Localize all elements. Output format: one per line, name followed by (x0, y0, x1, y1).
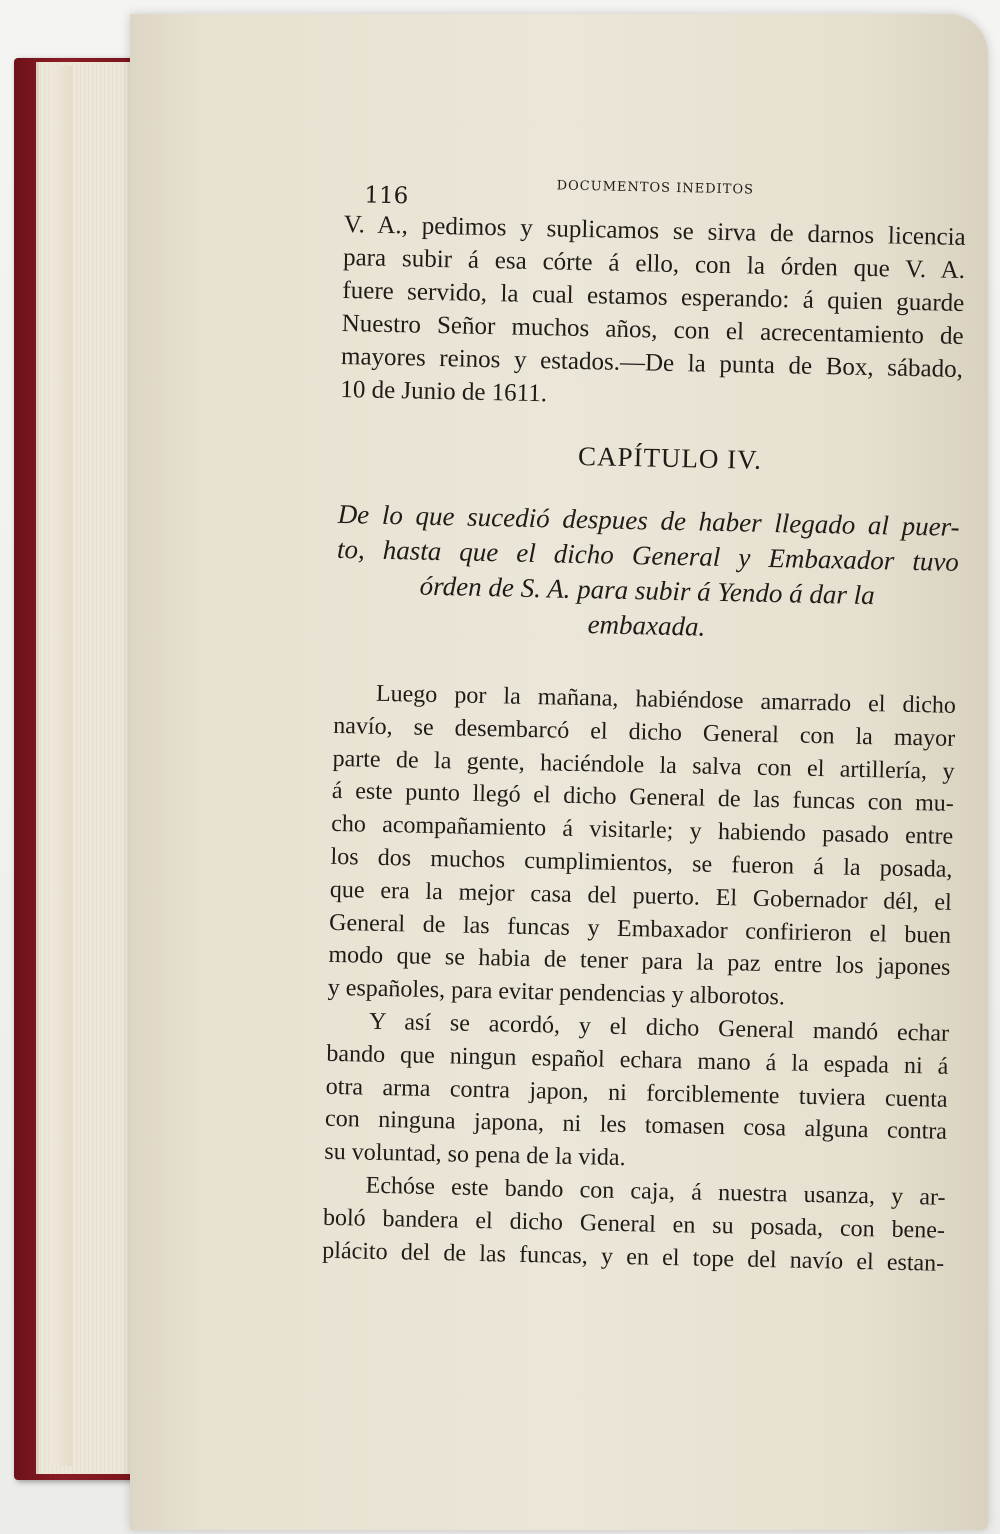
text-line: Echóse este bando con caja, á nuestra usanza, y ar- (365, 1172, 946, 1211)
chapter-title: CAPÍTULO IV. (577, 440, 763, 475)
text-line: bando que ningun español echara mano á la espada ni á (326, 1040, 949, 1080)
text-line: modo que se habia de tener para la paz entre los japones (328, 942, 951, 982)
page-number: 116 (364, 182, 409, 210)
paragraph (322, 1169, 946, 1280)
text-line: V. A., pedimos y suplicamos se sirva de darnos licencia (343, 210, 966, 252)
text-line: General de las funcas y Embaxador confirieron el buen (328, 909, 952, 949)
paragraph (324, 1005, 949, 1182)
summary-line: De lo que sucedió despues de haber llegado al puer- (337, 498, 960, 542)
text-line: plácito del de las funcas, y en el tope del navío el estan- (322, 1237, 945, 1277)
text-line: cho acompañamiento á visitarle; y habiendo pasado entre (330, 811, 954, 851)
text-line: con ninguna japona, ni les tomasen cosa alguna contra (324, 1106, 948, 1146)
chapter-body (322, 677, 956, 1280)
summary-line: órden de S. A. para subir á Yendo á dar la (419, 570, 875, 611)
text-line: fuere servido, la cual estamos esperando: á quien guarde (342, 276, 965, 317)
text-line: parte de la gente, haciéndole la salva con el artillería, y (332, 745, 955, 785)
summary-line: embaxada. (587, 609, 706, 642)
text-line: y españoles, para evitar pendencias y alborotos. (327, 974, 786, 1011)
summary-line: to, hasta que el dicho General y Embaxador tuvo (336, 533, 960, 577)
chapter-summary (335, 497, 960, 650)
text-line: para subir á esa córte á ello, con la órden que V. A. (342, 243, 966, 285)
text-line: boló bandera el dicho General en su posada, con bene- (322, 1204, 946, 1244)
intro-paragraph (340, 208, 966, 419)
text-line: 10 de Junio de 1611. (340, 375, 548, 408)
text-line: que era la mejor casa del puerto. El Gobernador dél, el (329, 876, 953, 916)
text-line: su voluntad, so pena de la vida. (324, 1138, 626, 1172)
text-line: navío, se desembarcó el dicho General con la mayor (333, 712, 956, 752)
endpaper (52, 66, 72, 1466)
text-line: los dos muchos cumplimientos, se fueron á la posada, (330, 843, 953, 883)
text-line: mayores reinos y estados.—De la punta de Box, sábado, (340, 342, 964, 383)
paragraph (327, 677, 956, 1018)
text-line: Nuestro Señor muchos años, con el acrecentamiento de (341, 309, 964, 350)
text-line: Luego por la mañana, habiéndose amarrado el dicho (375, 680, 957, 719)
text-line: Y así se acordó, y el dicho General mandó echar (368, 1008, 950, 1047)
text-line: otra arma contra japon, ni forciblemente tuviera cuenta (325, 1073, 948, 1113)
running-head: DOCUMENTOS INEDITOS (556, 178, 755, 198)
page-text (322, 168, 967, 1280)
text-line: á este punto llegó el dicho General de las funcas con mu- (331, 778, 955, 818)
